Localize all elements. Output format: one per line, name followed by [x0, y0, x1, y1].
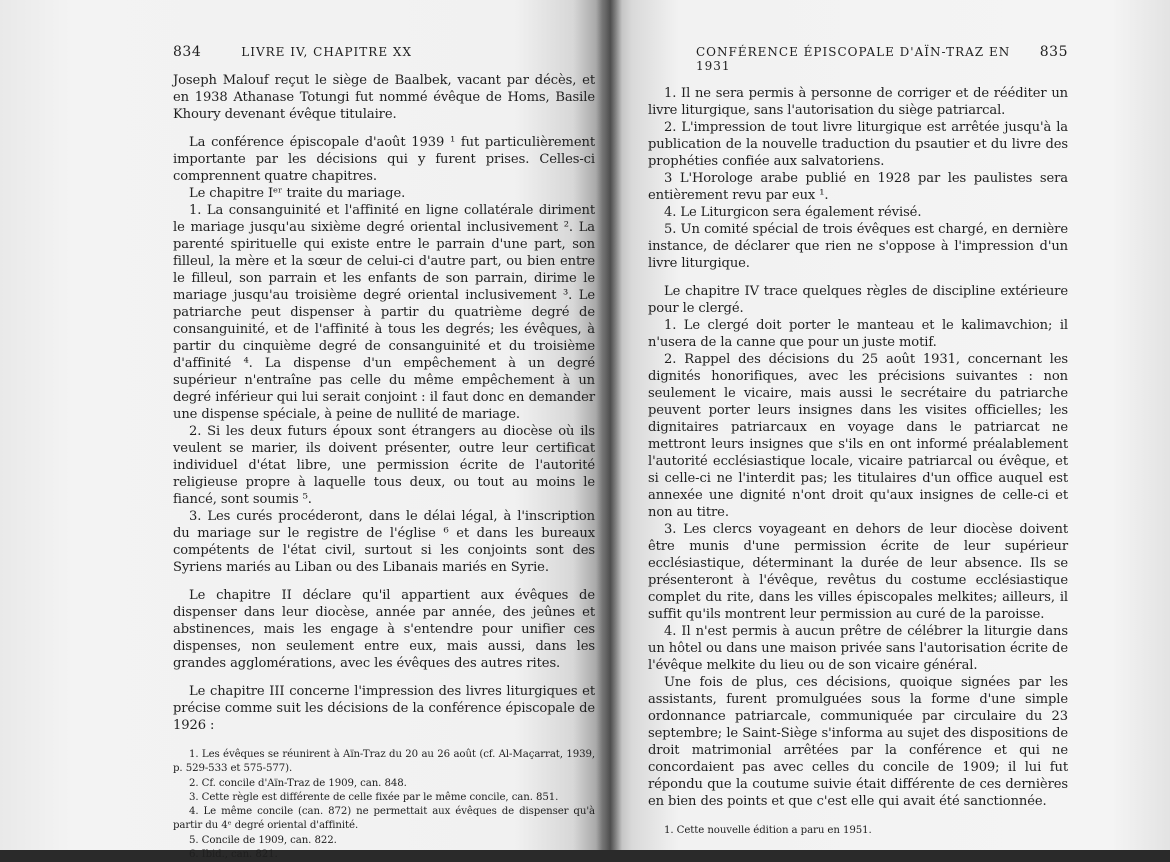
- paragraph: Le chapitre Iᵉʳ traite du mariage.: [189, 186, 406, 201]
- right-running-head: [648, 44, 1068, 73]
- left-footnotes: [173, 748, 595, 862]
- left-page-content: [173, 44, 595, 862]
- paragraph: Le chapitre II déclare qu'il appartient aux évêques de dispenser dans leur diocèse, année par année, des jeûnes et abstinences, mais les engage à s'entendre pour unifier ces dispenses, non seulement entre eux, mais aussi, dans les grandes agglomérations, avec les évêques des autres rites.: [173, 588, 595, 671]
- paragraph: 1. Le clergé doit porter le manteau et le kalimavchion; il n'usera de la canne que pour un juste motif.: [648, 318, 1068, 350]
- paragraph: 3. Les clercs voyageant en dehors de leur diocèse doivent être munis d'une permission écrite de leur supérieur ecclésiastique, déterminant la durée de leur absence. Ils se présenteront à l'évêque, revêtus du costume ecclésiastique complet du rite, dans les villes épiscopales melkites; ailleurs, il suffit qu'ils montrent leur permission au curé de la paroisse.: [648, 522, 1068, 622]
- left-page-number: 834: [173, 44, 202, 60]
- paragraph: Le chapitre III concerne l'impression des livres liturgiques et précise comme suit les décisions de la conférence épiscopale de 1926 :: [173, 684, 595, 733]
- footnote: 4. Le même concile (can. 872) ne permettait aux évêques de dispenser qu'à partir du 4ᵉ degré oriental d'affinité.: [173, 806, 595, 832]
- paragraph: 2. Rappel des décisions du 25 août 1931, concernant les dignités honorifiques, avec les précisions suivantes : non seulement le vicaire, mais aussi le secrétaire du patriarche peuvent porter leurs insignes dans les visites officielles; les dignitaires patriarcaux en voyage dans le patriarcat ne mettront leurs insignes que s'ils en ont informé préalablement l'autorité ecclésiastique locale, vicaire patriarcal ou évêque, et si celle-ci ne l'interdit pas; les titulaires d'un office auquel est annexée une dignité n'ont droit qu'aux insignes de celle-ci et non au titre.: [648, 352, 1068, 520]
- paragraph: La conférence épiscopale d'août 1939 ¹ fut particulièrement importante par les décisions qui y furent prises. Celles-ci comprennent quatre chapitres.: [173, 135, 595, 184]
- right-footnotes: [648, 824, 1068, 838]
- footnote: 3. Cette règle est différente de celle fixée par le même concile, can. 851.: [189, 791, 559, 803]
- paragraph: 5. Un comité spécial de trois évêques est chargé, en dernière instance, de déclarer que rien ne s'oppose à l'impression d'un livre liturgique.: [648, 222, 1068, 271]
- paragraph: 4. Il n'est permis à aucun prêtre de célébrer la liturgie dans un hôtel ou dans une maison privée sans l'autorisation écrite de l'évêque melkite du lieu ou de son vicaire général.: [648, 624, 1068, 673]
- paragraph: 1. Il ne sera permis à personne de corriger et de rééditer un livre liturgique, sans l'autorisation du siège patriarcal.: [648, 86, 1068, 118]
- footnote: 1. Les évêques se réunirent à Aïn-Traz du 20 au 26 août (cf. Al-Maçarrat, 1939, p. 529-533 et 575-577).: [173, 749, 595, 775]
- right-page-content: [648, 44, 1068, 838]
- right-page-number: 835: [1039, 44, 1068, 60]
- left-body: [173, 72, 595, 734]
- right-page: [620, 0, 1170, 850]
- footnote: 5. Concile de 1909, can. 822.: [189, 834, 337, 846]
- paragraph: 2. L'impression de tout livre liturgique est arrêtée jusqu'à la publication de la nouvelle traduction du psautier et du livre des prophéties confiée aux salvatoriens.: [648, 120, 1068, 169]
- paragraph: 3 L'Horologe arabe publié en 1928 par les paulistes sera entièrement revu par eux ¹.: [648, 171, 1068, 203]
- right-running-title: CONFÉRENCE ÉPISCOPALE D'AÏN-TRAZ EN 1931: [696, 45, 1011, 73]
- left-running-title: LIVRE IV, CHAPITRE XX: [241, 45, 412, 59]
- footnote: 1. Cette nouvelle édition a paru en 1951.: [664, 825, 872, 836]
- footnote: 6. Ibid., can. 821.: [189, 849, 278, 861]
- paragraph: Le chapitre IV trace quelques règles de discipline extérieure pour le clergé.: [648, 284, 1068, 316]
- paragraph: 1. La consanguinité et l'affinité en ligne collatérale diriment le mariage jusqu'au sixième degré oriental inclusivement ². La parenté spirituelle qui existe entre le parrain d'une part, son filleul, la mère et la sœur de celui-ci d'autre part, ou bien entre le filleul, son parrain et les enfants de son parrain, dirime le mariage jusqu'au troisième degré oriental inclusivement ³. Le patriarche peut dispenser à partir du quatrième degré de consanguinité, et de l'affinité à tous les degrés; les évêques, à partir du cinquième degré de consanguinité et du troisième d'affinité ⁴. La dispense d'un empêchement à un degré supérieur n'entraîne pas celle du même empêchement à un degré inférieur qui lui serait conjoint : il faut donc en demander une dispense spéciale, à peine de nullité de mariage.: [173, 203, 595, 422]
- paragraph: Une fois de plus, ces décisions, quoique signées par les assistants, furent promulguées sous la forme d'une simple ordonnance patriarcale, communiquée par circulaire du 23 septembre; le Saint-Siège s'informa au sujet des dispositions de droit matrimonial arrêtées par la conférence et qui ne concordaient pas avec celles du concile de 1909; il lui fut répondu que la coutume suivie était différente de ces dernières en bien des points et que c'est elle qui avait été sanctionnée.: [648, 675, 1068, 809]
- left-running-head: [173, 44, 595, 60]
- footnote: 2. Cf. concile d'Aïn-Traz de 1909, can. 848.: [189, 777, 407, 789]
- right-body: [648, 85, 1068, 810]
- paragraph: 3. Les curés procéderont, dans le délai légal, à l'inscription du mariage sur le registre de l'église ⁶ et dans les bureaux compétents de l'état civil, surtout si les conjoints sont des Syriens mariés au Liban ou des Libanais mariés en Syrie.: [173, 509, 595, 575]
- paragraph: 2. Si les deux futurs époux sont étrangers au diocèse où ils veulent se marier, ils doivent présenter, outre leur certificat individuel d'état libre, une permission écrite de l'autorité religieuse propre à laquelle tous deux, ou tout au moins le fiancé, sont soumis ⁵.: [173, 424, 595, 507]
- paragraph: Joseph Malouf reçut le siège de Baalbek, vacant par décès, et en 1938 Athanase Totungi fut nommé évêque de Homs, Basile Khoury devenant évêque titulaire.: [173, 73, 595, 122]
- paragraph: 4. Le Liturgicon sera également révisé.: [664, 205, 922, 220]
